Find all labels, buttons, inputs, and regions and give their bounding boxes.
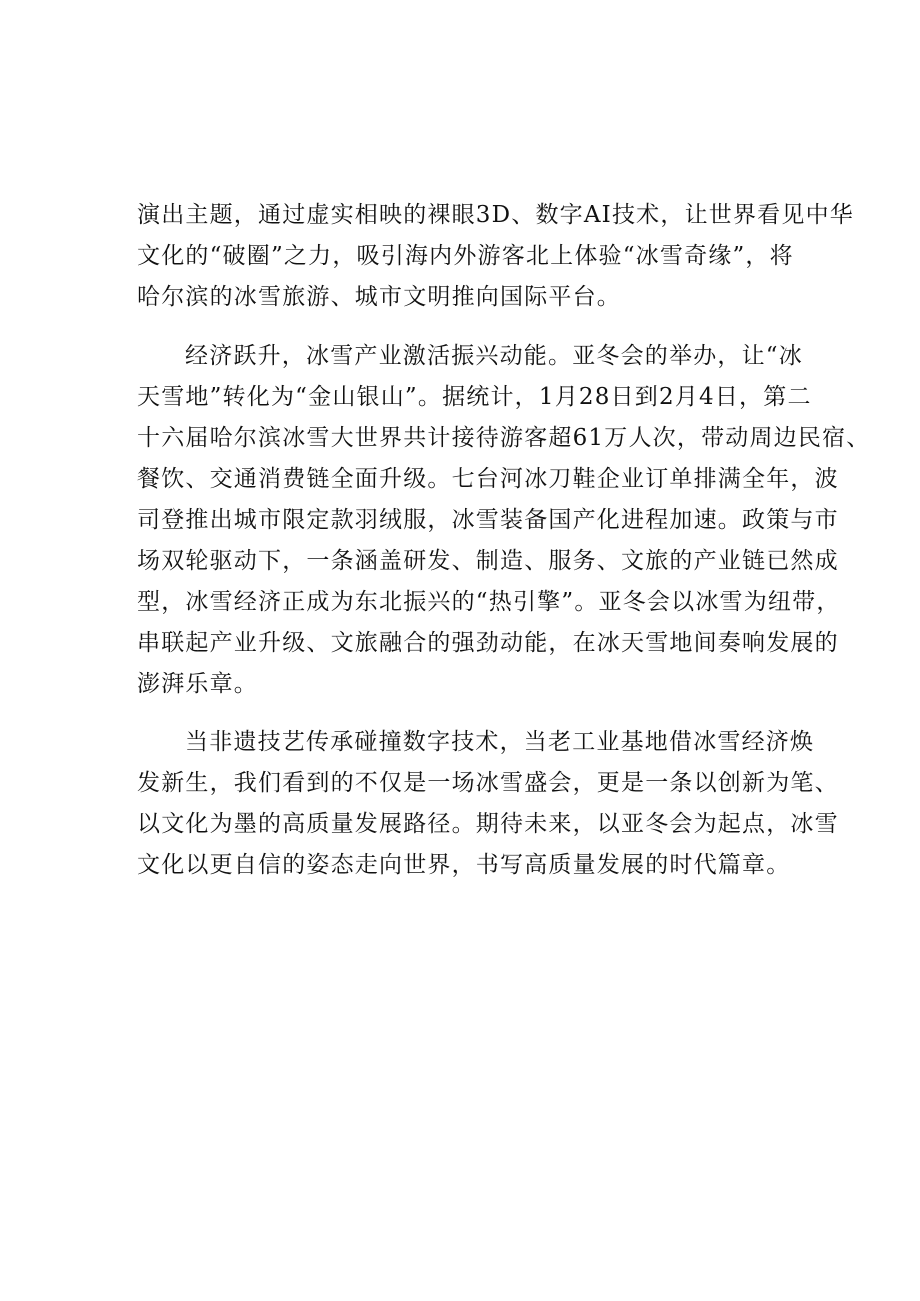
paragraph-line: 场双轮驱动下，一条涵盖研发、制造、服务、文旅的产业链已然成 [137,548,839,574]
paragraph-line: 发新生，我们看到的不仅是一场冰雪盛会，更是一条以创新为笔、 [137,770,839,796]
paragraph-1 [137,195,854,318]
paragraph-line: 文化以更自信的姿态走向世界，书写高质量发展的时代篇章。 [137,852,791,878]
paragraph-line: 当非遗技艺传承碰撞数字技术，当老工业基地借冰雪经济焕 [185,729,815,755]
paragraph-line: 串联起产业升级、文旅融合的强劲动能，在冰天雪地间奏响发展的 [137,630,839,656]
paragraph-line: 哈尔滨的冰雪旅游、城市文明推向国际平台。 [137,284,621,310]
paragraph-line: 型，冰雪经济正成为东北振兴的“热引擎”。亚冬会以冰雪为纽带， [137,589,841,615]
paragraph-3 [137,722,839,886]
paragraph-line: 澎湃乐章。 [137,671,258,697]
paragraph-line: 十六届哈尔滨冰雪大世界共计接待游客超61万人次，带动周边民宿、 [137,425,871,451]
paragraph-line: 演出主题，通过虚实相映的裸眼3D、数字AI技术，让世界看见中华 [137,202,854,228]
paragraph-line: 以文化为墨的高质量发展路径。期待未来，以亚冬会为起点，冰雪 [137,811,839,837]
paragraph-line: 司登推出城市限定款羽绒服，冰雪装备国产化进程加速。政策与市 [137,507,839,533]
paragraph-line: 天雪地”转化为“金山银山”。据统计，1月28日到2月4日，第二 [137,384,812,410]
paragraph-line: 餐饮、交通消费链全面升级。七台河冰刀鞋企业订单排满全年，波 [137,466,839,492]
paragraph-2 [137,336,871,705]
paragraph-line: 文化的“破圈”之力，吸引海内外游客北上体验“冰雪奇缘”，将 [137,243,794,269]
paragraph-line: 经济跃升，冰雪产业激活振兴动能。亚冬会的举办，让“冰 [185,343,803,369]
